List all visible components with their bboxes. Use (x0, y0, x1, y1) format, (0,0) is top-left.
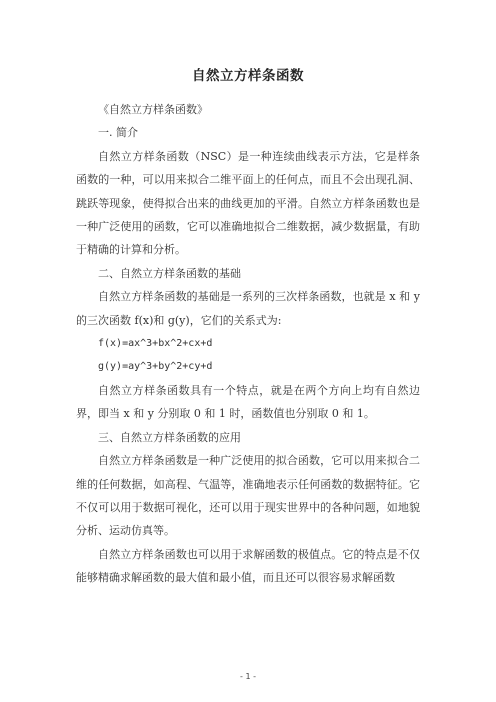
section-heading-intro: 一. 简介 (98, 126, 138, 140)
section-heading-basis: 二、自然立方样条函数的基础 (98, 266, 241, 280)
paragraph-book-title: 《自然立方样条函数》 (98, 103, 208, 116)
formula-f: f(x)=ax^3+bx^2+cx+d (98, 338, 213, 350)
page-number: - 1 - (240, 672, 256, 681)
document-body (76, 98, 420, 590)
paragraph-boundary: 自然立方样条函数具有一个特点，就是在两个方向上均有自然边界，即当 x 和 y 分别取 0 和 1 时，函数值也分别取 0 和 1。 (76, 383, 420, 421)
paragraph-application: 自然立方样条函数是一种广泛使用的拟合函数，它可以用来拟合二维的任何数据，如高程、气温等，准确地表示任何函数的数据特征。它不仅可以用于数据可视化，还可以用于现实世界中的各种问题，如地貌分析、运动仿真等。 (76, 454, 420, 538)
paragraph-extremum: 自然立方样条函数也可以用于求解函数的极值点。它的特点是不仅能够精确求解函数的最大值和最小值，而且还可以很容易求解函数 (76, 547, 420, 585)
document-title: 自然立方样条函数 (192, 68, 304, 84)
formula-g: g(y)=ay^3+by^2+cy+d (98, 361, 213, 373)
paragraph-basis: 自然立方样条函数的基础是一系列的三次样条函数，也就是 x 和 y 的三次函数 f(x)和 g(y)，它们的关系式为: (76, 290, 420, 327)
section-heading-application: 三、自然立方样条函数的应用 (98, 430, 241, 444)
paragraph-intro: 自然立方样条函数（NSC）是一种连续曲线表示方法，它是样条函数的一种，可以用来拟合二维平面上的任何点，而且不会出现孔洞、跳跃等现象，使得拟合出来的曲线更加的平滑。自然立方样条函数也是一种广泛使用的函数，它可以准确地拟合二维数据，减少数据量，有助于精确的计算和分析。 (76, 149, 420, 257)
